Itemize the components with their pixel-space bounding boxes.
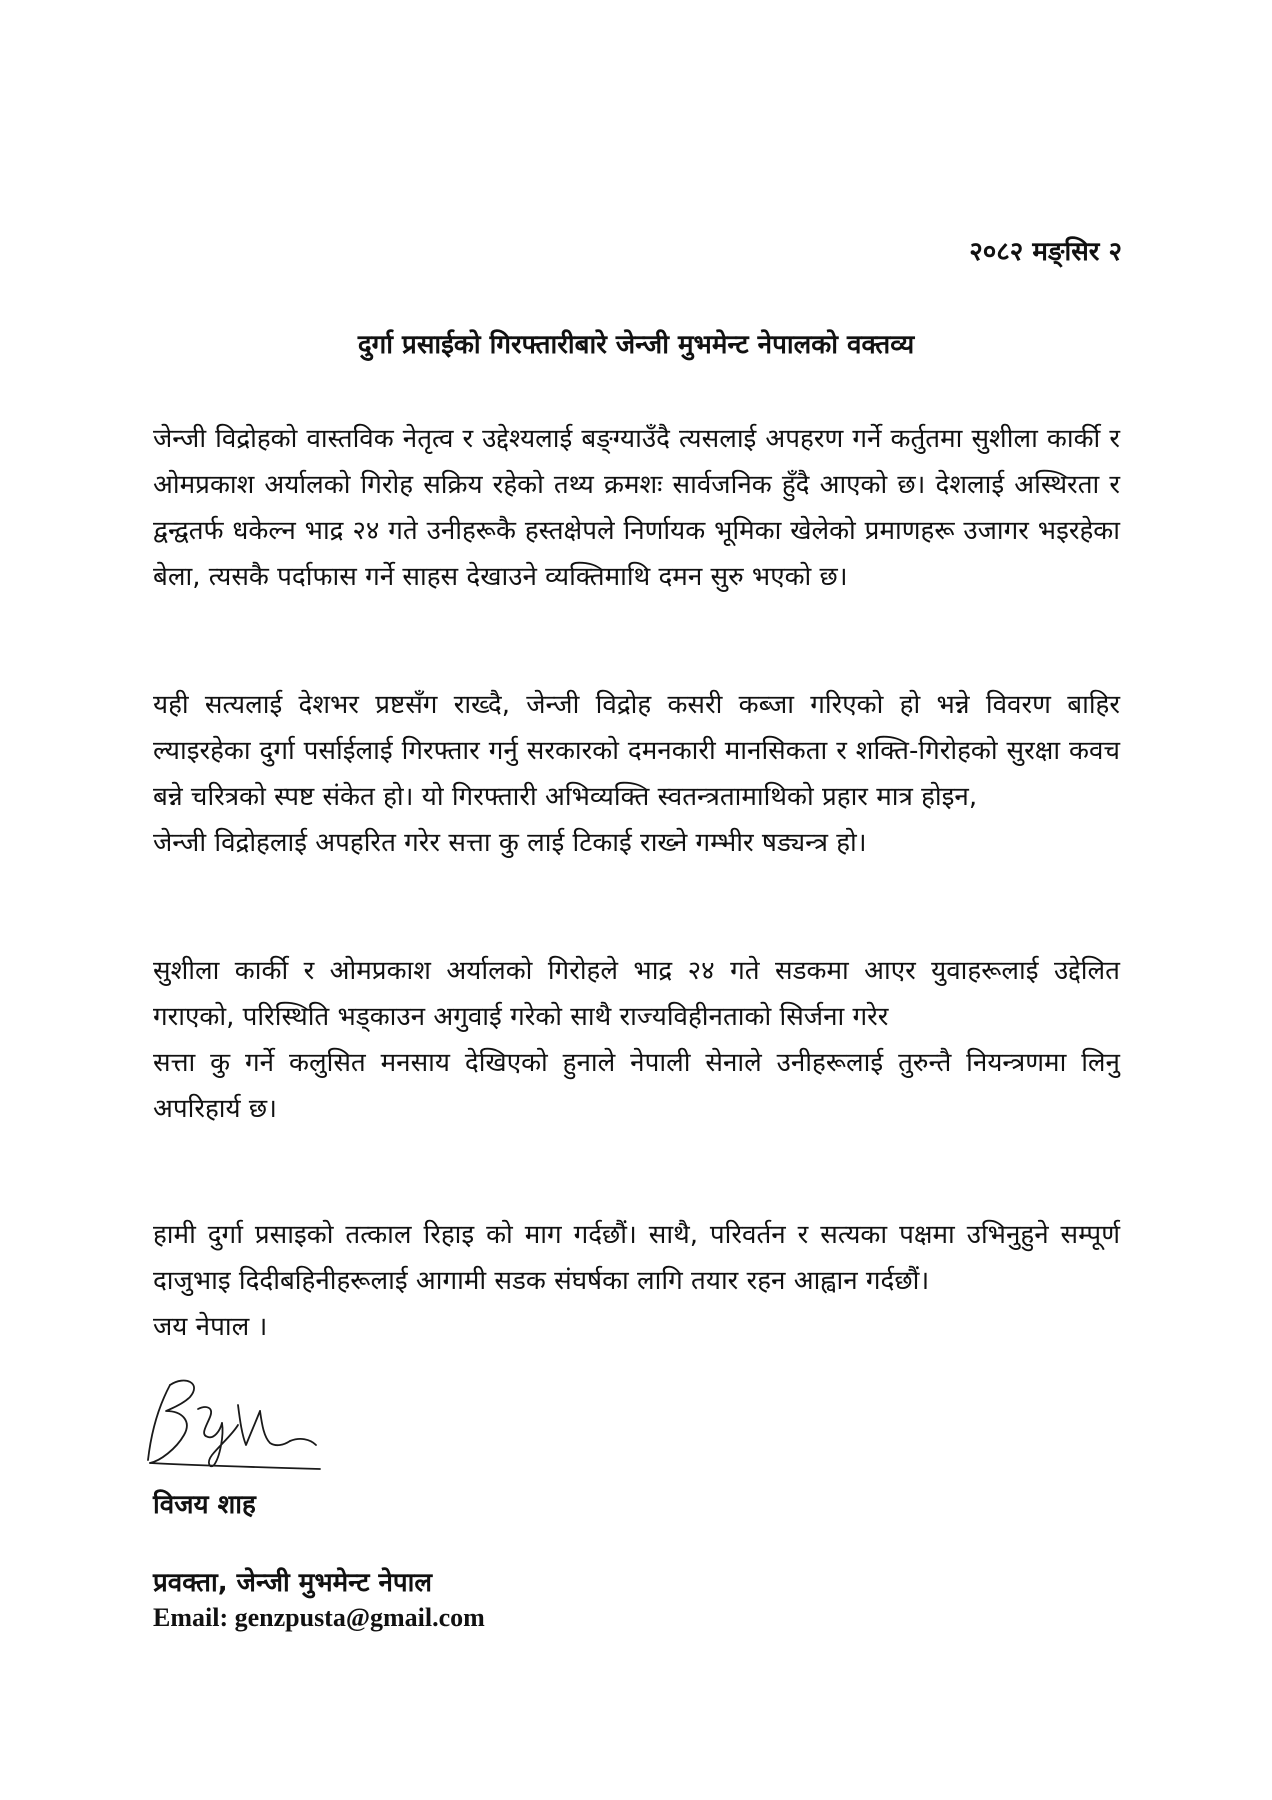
paragraph-2-line-2: जेन्जी विद्रोहलाई अपहरित गरेर सत्ता कु लाई टिकाई राख्ने गम्भीर षड्यन्त्र हो। [153,828,867,858]
signer-name: विजय शाह [153,1490,256,1520]
paragraph-4 [153,1212,1120,1350]
paragraph-2-line-1: यही सत्यलाई देशभर प्रष्टसँग राख्दै, जेन्जी विद्रोह कसरी कब्जा गरिएको हो भन्ने विवरण बाहिर ल्याइरहेका दुर्गा पर्साईलाई गिरफ्तार गर्नु सरकारको दमनकारी मानसिकता र शक्ति-गिरोहको सुरक्षा कवच बन्ने चरित्रको स्पष्ट संकेत हो। यो गिरफ्तारी अभिव्यक्ति स्वतन्त्रतामाथिको प्रहार मात्र होइन, [153,690,1120,812]
paragraph-3-line-1: सुशीला कार्की र ओमप्रकाश अर्यालको गिरोहले भाद्र २४ गते सडकमा आएर युवाहरूलाई उद्देलित गराएको, परिस्थिति भड्काउन अगुवाई गरेको साथै राज्यविहीनताको सिर्जना गरेर [153,956,1120,1032]
signer-email: Email: genzpusta@gmail.com [153,1603,485,1632]
letter-date: २०८२ मङ्सिर २ [969,237,1122,267]
paragraph-1: जेन्जी विद्रोहको वास्तविक नेतृत्व र उद्देश्यलाई बङ्ग्याउँदै त्यसलाई अपहरण गर्ने कर्तुतमा सुशीला कार्की र ओमप्रकाश अर्यालको गिरोह सक्रिय रहेको तथ्य क्रमशः सार्वजनिक हुँदै आएको छ। देशलाई अस्थिरता र द्वन्द्वतर्फ धकेल्न भाद्र २४ गते उनीहरूकै हस्तक्षेपले निर्णायक भूमिका खेलेको प्रमाणहरू उजागर भइरहेका बेला, त्यसकै पर्दाफास गर्ने साहस देखाउने व्यक्तिमाथि दमन सुरु भएको छ। [153,424,1120,592]
paragraph-3 [153,948,1120,1132]
handwritten-signature [140,1365,330,1475]
paragraph-2 [153,682,1120,866]
paragraph-3-line-2: सत्ता कु गर्ने कलुसित मनसाय देखिएको हुनाले नेपाली सेनाले उनीहरूलाई तुरुन्तै नियन्त्रणमा लिनु अपरिहार्य छ। [153,1048,1120,1124]
letter-title: दुर्गा प्रसाईको गिरफ्तारीबारे जेन्जी मुभमेन्ट नेपालको वक्तव्य [357,330,915,360]
paragraph-4-line-1: हामी दुर्गा प्रसाइको तत्काल रिहाइ को माग गर्दछौं। साथै, परिवर्तन र सत्यका पक्षमा उभिनुहुने सम्पूर्ण दाजुभाइ दिदीबहिनीहरूलाई आगामी सडक संघर्षका लागि तयार रहन आह्वान गर्दछौं। [153,1220,1120,1296]
signer-role: प्रवक्ता, जेन्जी मुभमेन्ट नेपाल [153,1568,433,1598]
closing-salutation: जय नेपाल । [153,1312,268,1342]
